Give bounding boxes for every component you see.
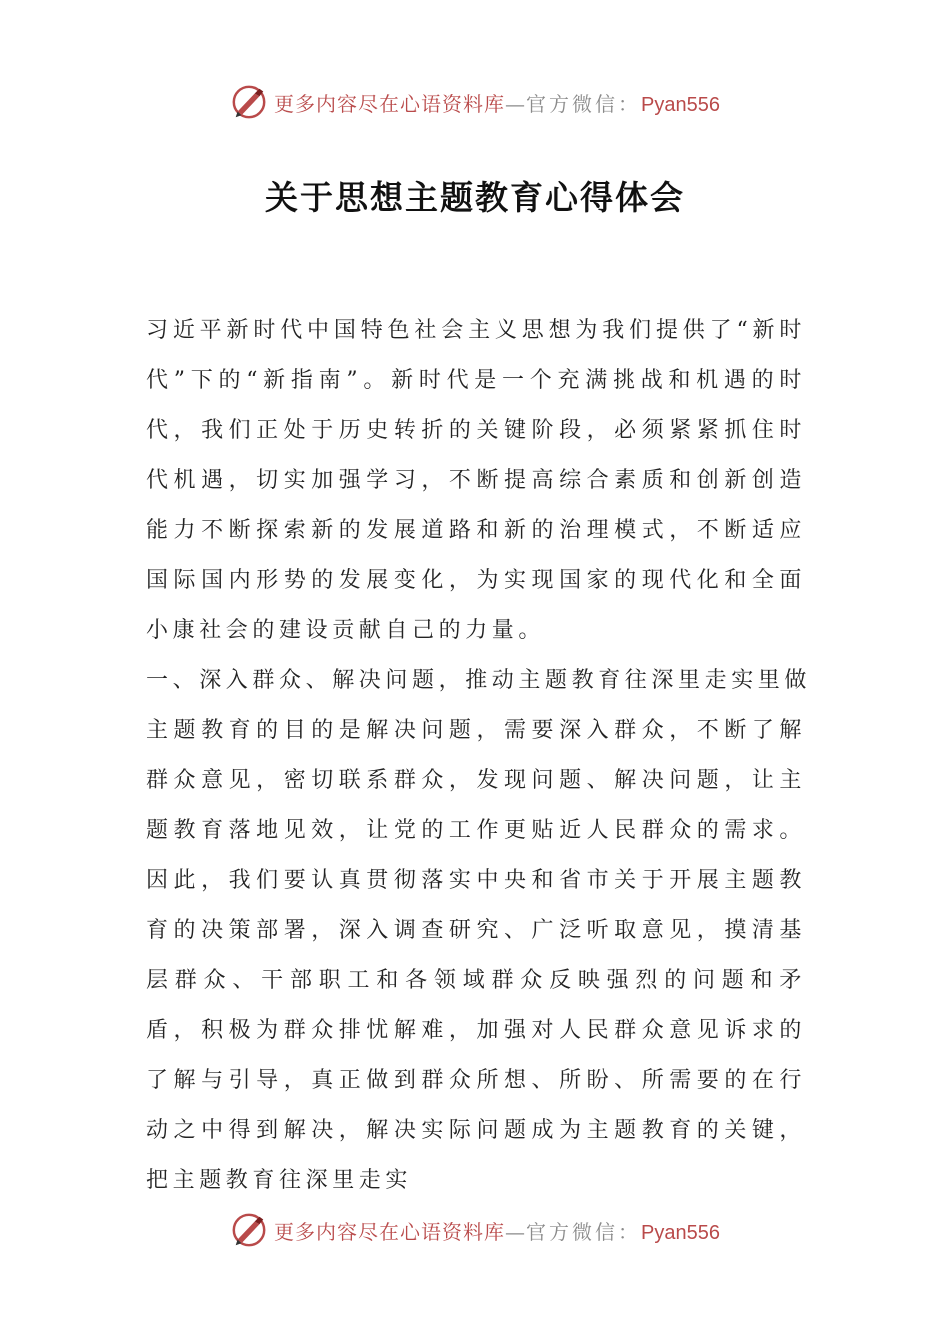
- header-watermark-text: [274, 88, 720, 117]
- section-heading: 一、深入群众、解决问题，推动主题教育往深里走实里做: [146, 668, 812, 693]
- document-body: [146, 306, 812, 1206]
- intro-paragraph: 习近平新时代中国特色社会主义思想为我们提供了“新时代”下的“新指南”。新时代是一个充满挑战和机遇的时代，我们正处于历史转折的关键阶段，必须紧紧抓住时代机遇，切实加强学习，不断提高综合素质和创新创造能力不断探索新的发展道路和新的治理模式，不断适应国际国内形势的发展变化，为实现国家的现代化和全面小康社会的建设贡献自己的力量。: [146, 318, 806, 643]
- pen-logo-icon: [230, 1211, 268, 1249]
- footer-separator: —: [505, 1219, 527, 1244]
- header-watermark: [0, 80, 950, 124]
- footer-wechat-id: Pyan556: [641, 1221, 720, 1244]
- header-wechat-label: 官方微信：: [526, 91, 642, 116]
- footer-watermark-text: [274, 1216, 720, 1245]
- footer-brand-name: 更多内容尽在心语资料库: [274, 1219, 506, 1244]
- header-brand-name: 更多内容尽在心语资料库: [274, 91, 506, 116]
- document-title: 关于思想主题教育心得体会: [265, 178, 685, 217]
- header-wechat-id: Pyan556: [641, 93, 720, 116]
- header-separator: —: [505, 91, 527, 116]
- pen-logo-icon: [230, 83, 268, 121]
- footer-wechat-label: 官方微信：: [526, 1219, 642, 1244]
- footer-watermark: [0, 1208, 950, 1252]
- section-paragraph: 主题教育的目的是解决问题，需要深入群众，不断了解群众意见，密切联系群众，发现问题、解决问题，让主题教育落地见效，让党的工作更贴近人民群众的需求。因此，我们要认真贯彻落实中央和省市关于开展主题教育的决策部署，深入调查研究、广泛听取意见，摸清基层群众、干部职工和各领域群众反映强烈的问题和矛盾，积极为群众排忧解难，加强对人民群众意见诉求的了解与引导，真正做到群众所想、所盼、所需要的在行动之中得到解决，解决实际问题成为主题教育的关键，把主题教育往深里走实: [146, 718, 806, 1193]
